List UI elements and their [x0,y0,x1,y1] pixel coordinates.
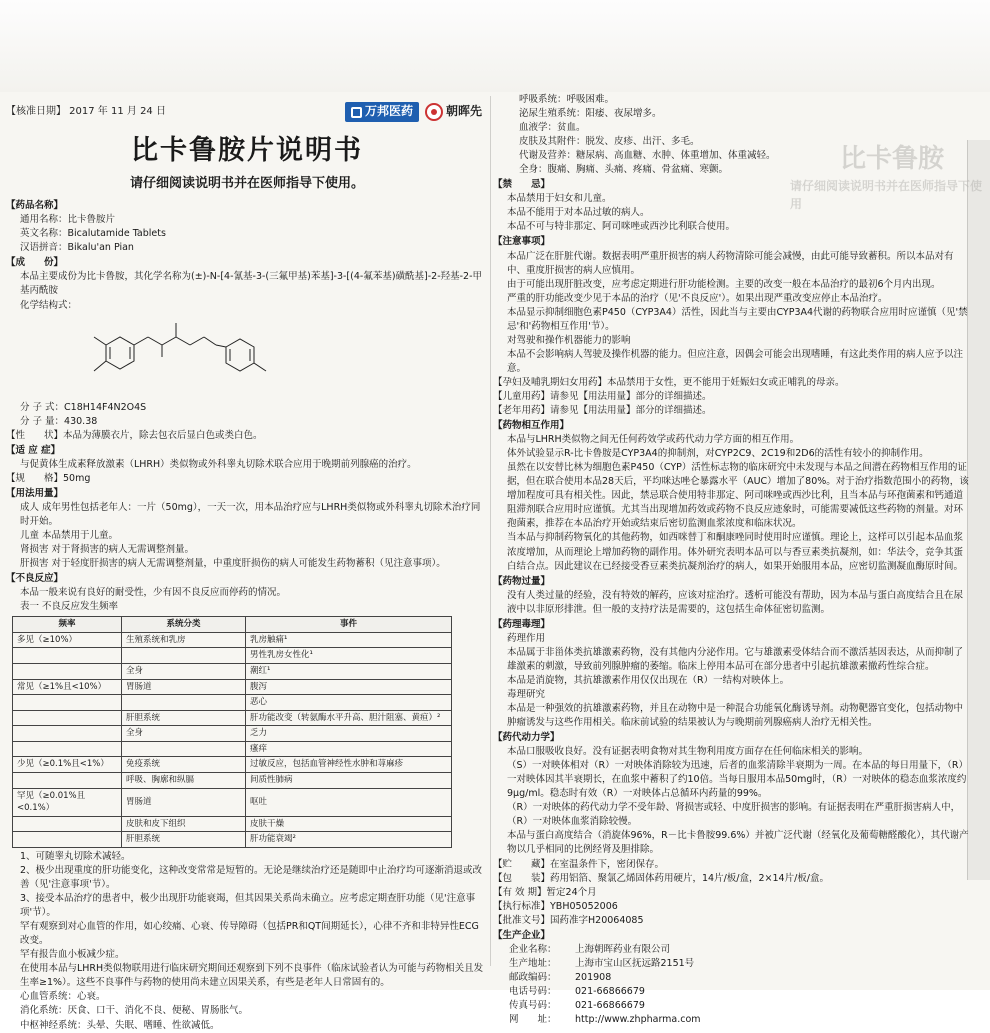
table-cell-event: 男性乳房女性化¹ [246,648,452,664]
pk-line: 本品口服吸收良好。没有证据表明食物对其生物利用度方面存在任何临床相关的影响。 [507,746,869,758]
table-cell-event: 间质性肺病 [246,773,452,789]
table-cell-sys [122,695,246,711]
pk-line: （R）一对映体的药代动力学不受年龄、肾损害或轻、中度肝损害的影响。有证据表明在严重肝损害病人中，（R）一对映体血浆消除较慢。 [507,802,961,828]
table-cell-event: 肝功能衰竭² [246,832,452,848]
adverse-note: 2、极少出现重度的肝功能变化，这种改变常常是短暂的。无论是继续治疗还是随即中止治疗均可逐渐消退或改善（见'注意事项'节）。 [20,864,483,891]
manufacturer-value: 上海朝晖药业有限公司 [575,943,671,955]
manufacturer-key: 传真号码： [509,1000,557,1011]
table-cell-sys: 呼吸、胸廓和纵膈 [122,773,246,789]
children-use: 【儿童用药】请参见【用法用量】部分的详细描述。 [493,390,712,402]
adverse-note: 1、可随睾丸切除术减轻。 [20,850,131,862]
table-cell-sys [122,741,246,757]
package: 【包 装】药用铝箔、聚氯乙烯固体药用硬片，14片/板/盒，2×14片/板/盒。 [493,872,829,884]
table-row [13,832,452,848]
table-cell-freq [13,648,122,664]
dosage-renal: 肾损害 对于肾损害的病人无需调整剂量。 [20,544,195,556]
manufacturer-value: http://www.zhpharma.com [575,1014,701,1026]
pharmacokinetics-heading: 【药代动力学】 [493,732,560,744]
specification: 【规 格】50mg [6,472,91,484]
pinyin-name: 汉语拼音：Bikalu'an Pian [20,242,134,254]
precautions-heading: 【注意事项】 [493,236,551,248]
interaction-line: 体外试验显示R-比卡鲁胺是CYP3A4的抑制剂，对CYP2C9、2C19和2D6的活性有较小的抑制作用。 [507,448,929,460]
table-cell-event: 肝功能改变（转氨酶水平升高、胆汁阻塞、黄疸）² [246,710,452,726]
manufacturer-value: 上海市宝山区抚远路2151号 [575,957,695,969]
brand-logos [345,102,482,122]
adverse-note: 罕有观察到对心血管的作用，如心绞痛、心衰、传导障碍（包括PR和QT间期延长），心律不齐和非特异性ECG改变。 [20,921,479,947]
table-cell-event: 恶心 [246,695,452,711]
manufacturer-value: 201908 [575,971,612,983]
table-cell-freq: 多见（≥10%） [13,632,122,648]
table-row [13,695,452,711]
ingredients-heading: 【成 份】 [6,257,64,269]
contraindications-heading: 【禁 忌】 [493,179,551,191]
adverse-note: 中枢神经系统：头晕、失眠、嗜睡、性欲减低。 [20,1019,220,1031]
contraindication-line: 本品不能用于对本品过敏的病人。 [507,207,650,219]
chaohui-logo [425,103,482,121]
chaohui-seal-icon [425,103,443,121]
adverse-continued-line: 皮肤及其附件：脱发、皮疹、出汗、多毛。 [519,136,700,148]
table-cell-freq: 少见（≥0.1%且<1%） [13,757,122,773]
manufacturer-row [493,985,969,999]
contraindication-line: 本品不可与特非那定、阿司咪唑或西沙比利联合使用。 [507,221,736,233]
table-cell-sys: 皮肤和皮下组织 [122,816,246,832]
table-cell-sys [122,648,246,664]
table-header-cell: 频率 [13,617,122,633]
wanbang-logo-text: 万邦医药 [364,104,413,119]
table-cell-sys: 肝胆系统 [122,710,246,726]
table-caption: 表一 不良反应发生频率 [20,601,119,613]
standard: 【执行标准】YBH05052006 [493,900,618,912]
dosage-adult: 成人 成年男性包括老年人：一片（50mg），一天一次，用本品治疗应与LHRH类似物或外科睾丸切除术治疗同时开始。 [20,501,481,527]
table-cell-freq [13,832,122,848]
table-cell-freq [13,773,122,789]
chaohui-logo-text: 朝晖先 [445,104,482,119]
table-cell-freq [13,710,122,726]
manufacturer-row [493,971,969,985]
adverse-note: 罕有报告血小板减少症。 [20,949,125,961]
indications-text: 与促黄体生成素释放激素（LHRH）类似物或外科睾丸切除术联合应用于晚期前列腺癌的治疗。 [20,458,417,470]
manufacturer-key: 生产地址： [509,957,557,969]
precaution-line: 由于可能出现肝脏改变，应考虑定期进行肝功能检测。主要的改变一般在本品治疗的最初6个月内出现。 [507,278,941,290]
table-cell-sys: 全身 [122,664,246,680]
interactions [493,433,969,573]
manufacturer-key: 电话号码： [509,985,557,997]
table-row [13,648,452,664]
table-cell-event: 皮肤干燥 [246,816,452,832]
adverse-heading: 【不良反应】 [6,573,64,585]
adverse-intro: 本品一般来说有良好的耐受性，少有因不良反应而停药的情况。 [20,587,287,599]
properties: 【性 状】本品为薄膜衣片，除去包衣后显白色或类白色。 [6,429,263,441]
table-cell-freq: 罕见（≥0.01%且<0.1%） [13,788,122,816]
adverse-continued-line: 泌尿生殖系统：阳痿、夜尿增多。 [519,108,662,120]
adverse-note: 心血管系统：心衰。 [20,991,106,1003]
table-header-cell: 系统分类 [122,617,246,633]
adverse-continued-line: 代谢及营养：糖尿病、高血糖、水肿、体重增加、体重减轻。 [519,150,776,162]
table-cell-sys: 肝胆系统 [122,832,246,848]
adverse-continued-line: 全身：腹痛、胸痛、头痛、疼痛、骨盆痛、寒颤。 [519,164,729,176]
document-title: 比卡鲁胺片说明书 [131,135,363,166]
column-divider [490,96,491,966]
precautions [493,250,969,376]
toxicology-text: 本品是一种强效的抗雄激素药物，并且在动物中是一种混合功能氧化酶诱导剂。动物靶器官变化，包括动物中肿瘤诱发与这些作用相关。临床前试验的结果被认为与晚期前列腺癌病人治疗无相关性。 [507,703,964,729]
interaction-line: 虽然在以安替比林为细胞色素P450（CYP）活性标志物的临床研究中未发现与本品之间潜在药物相互作用的证据，但在联合使用本品28天后，平均咪达唑仑暴露水平（AUC）增加了80%。对于治疗指数范围小的药物，该增加程度可具有相关性。因此，禁忌联合使用特非那定、阿司咪唑或西沙比利，且当本品与环孢菌素和钙通道阻滞剂联合应用时应谨慎。尤其当出现增加药效或药物不良反应迹象时，可能需要减低这些药物的剂量。对环孢菌素，推荐在本品治疗开始或结束后密切监测血浆浓度和临床状况。 [507,462,969,530]
table-cell-event: 呕吐 [246,788,452,816]
manufacturer-key: 网 址： [509,1014,557,1026]
pharmacology-heading: 药理作用 [507,632,546,644]
chemical-structure [6,313,488,401]
manufacturer-key: 邮政编码： [509,971,557,983]
table-row [13,710,452,726]
adverse-note: 3、接受本品治疗的患者中，极少出现肝功能衰竭，但其因果关系尚未确立。应考虑定期查肝功能（见'注意事项'节）。 [20,893,476,919]
interactions-heading: 【药物相互作用】 [493,420,570,432]
table-cell-freq [13,695,122,711]
bleed-through-title: 比卡鲁胺 [840,144,945,174]
manufacturer-row [493,957,969,971]
contraindication-line: 本品禁用于妇女和儿童。 [507,193,612,205]
manufacturer-row [493,943,969,957]
table-cell-event: 乳房触痛¹ [246,632,452,648]
pregnancy: 【孕妇及哺乳期妇女用药】本品禁用于女性，更不能用于妊娠妇女或正哺乳的母亲。 [493,376,845,388]
table-cell-sys: 胃肠道 [122,788,246,816]
interaction-line: 当本品与抑制药物氧化的其他药物，如西咪替丁和酮康唑同时使用时应谨慎。理论上，这样可以引起本品血浆浓度增加，从而理论上增加药物的副作用。体外研究表明本品可以与香豆素类抗凝剂，如：华法令，竞争其蛋白结合点。因此建议在已经接受香豆素类抗凝剂治疗的病人，如果开始服用本品，应密切监测凝血酶原时间。 [507,532,964,572]
precaution-line: 本品广泛在肝脏代谢。数据表明严重肝损害的病人药物清除可能会减慢，由此可能导致蓄积。所以本品对有中、重度肝损害的病人应慎用。 [507,250,954,276]
approval-number: 【批准文号】国药准字H20064085 [493,914,644,926]
dosage-hepatic: 肝损害 对于轻度肝损害的病人无需调整剂量，中重度肝损伤的病人可能发生药物蓄积（见注意事项）。 [20,558,446,570]
pharmacology-text-2: 本品是消旋物，其抗雄激素作用仅仅出现在（R）一结构对映体上。 [507,674,790,686]
table-header-cell: 事件 [246,617,452,633]
manufacturer-row [493,999,969,1013]
pk-line: （S）一对映体相对（R）一对映体消除较为迅速，后者的血浆清除半衰期为一周。在本品的每日用量下，（R）一对映体因其半衰期长，在血浆中蓄积了约10倍。当每日服用本品50mg时，（R）一对映体的稳态血浆浓度约9μg/ml。稳态时有效（R）一对映体占总循环内药量的99%。 [507,760,968,800]
pharmacology-text: 本品属于非甾体类抗雄激素药物，没有其他内分泌作用。它与雄激素受体结合而不激活基因表达，从而抑制了雄激素的刺激，导致前列腺肿瘤的萎缩。临床上停用本品可在部分患者中引起抗雄激素撤药性综合症。 [507,646,964,672]
dosage-heading: 【用法用量】 [6,487,64,499]
overdose-heading: 【药物过量】 [493,575,551,587]
pk-line: 本品与蛋白高度结合（消旋体96%，R－比卡鲁胺99.6%）并被广泛代谢（经氧化及葡萄糖醛酸化），其代谢产物以几乎相同的比例经肾及胆排除。 [507,830,969,856]
elderly-use: 【老年用药】请参见【用法用量】部分的详细描述。 [493,405,712,417]
table-cell-freq [13,664,122,680]
table-row [13,816,452,832]
adjacent-sheet-edge [967,140,990,880]
approval-date: 【核准日期】 2017 年 11 月 24 日 [6,105,166,117]
table-cell-freq [13,741,122,757]
chemical-structure-diagram [76,313,316,401]
table-header-row [13,617,452,633]
molecular-weight: 分 子 量：430.38 [20,415,98,427]
table-row [13,788,452,816]
left-column [6,101,488,1033]
storage: 【贮 藏】在室温条件下，密闭保存。 [493,858,665,870]
table-row [13,726,452,742]
right-column [493,93,969,1027]
adverse-continued-line: 呼吸系统：呼吸困难。 [519,94,615,105]
dosage-children: 儿童 本品禁用于儿童。 [20,529,119,541]
contraindications [493,192,969,234]
table-row [13,632,452,648]
adverse-notes [6,850,488,1033]
structure-label: 化学结构式： [20,299,78,311]
adverse-note: 在使用本品与LHRH类似物联用进行临床研究期间还观察到下列不良事件（临床试验者认为可能与药物相关且发生率≥1%）。这些不良事件与药物的使用尚未建立因果关系，有些是老年人日常固有的。 [20,963,484,989]
table-row [13,679,452,695]
pharm-tox-heading: 【药理毒理】 [493,618,551,630]
wanbang-mark-icon [351,107,362,118]
adverse-reaction-table [12,616,452,848]
table-cell-freq [13,726,122,742]
precaution-line: 对驾驶和操作机器能力的影响 [507,334,631,346]
interaction-line: 本品与LHRH类似物之间无任何药效学或药代动力学方面的相互作用。 [507,434,800,446]
header-row [6,101,488,123]
manufacturer-value: 021-66866679 [575,1000,645,1011]
molecular-formula: 分 子 式：C18H14F4N2O4S [20,401,147,413]
table-cell-sys: 胃肠道 [122,679,246,695]
adverse-note: 消化系统：厌食、口干、消化不良、便秘、胃肠胀气。 [20,1005,249,1017]
precaution-line: 本品显示抑制细胞色素P450（CYP3A4）活性，因此当与主要由CYP3A4代谢的药物联合应用时应谨慎（见'禁忌'和'药物相互作用'节）。 [507,306,968,332]
drug-name-heading: 【药品名称】 [6,200,64,212]
manufacturer-info [493,943,969,1027]
manufacturer-value: 021-66866679 [575,985,645,997]
ingredients-text: 本品主要成份为比卡鲁胺，其化学名称为(±)-N-[4-氰基-3-(三氟甲基)苯基]-3-[(4-氟苯基)磺酰基]-2-羟基-2-甲基丙酰胺 [20,271,483,297]
english-name: 英文名称：Bicalutamide Tablets [20,228,166,240]
table-row [13,664,452,680]
table-cell-event: 乏力 [246,726,452,742]
manufacturer-row [493,1013,969,1027]
bleed-through-subtitle: 请仔细阅读说明书并在医师指导下使用 [790,179,983,211]
table-body [13,632,452,847]
table-cell-freq [13,816,122,832]
table-row [13,741,452,757]
table-cell-event: 过敏反应，包括血管神经性水肿和荨麻疹 [246,757,452,773]
table-cell-freq: 常见（≥1%且<10%） [13,679,122,695]
table-row [13,773,452,789]
precaution-line: 严重的肝功能改变少见于本品的治疗（见'不良反应'）。如果出现严重改变应停止本品治疗。 [507,292,888,304]
manufacturer-key: 企业名称： [509,943,557,955]
precaution-line: 本品不会影响病人驾驶及操作机器的能力。但应注意，因偶会可能会出现嗜睡，有这此类作用的病人应予以注意。 [507,348,964,374]
pharmacokinetics [493,745,969,857]
table-cell-event: 潮红¹ [246,664,452,680]
table-cell-sys: 免疫系统 [122,757,246,773]
adverse-continued-line: 血液学：贫血。 [519,122,586,134]
indications-heading: 【适 应 症】 [6,444,61,456]
overdose-text: 没有人类过量的经验，没有特效的解药，应该对症治疗。透析可能没有帮助，因为本品与蛋白高度结合且在尿液中以非原形排泄。但一般的支持疗法是需要的，这包括生命体征密切监测。 [507,589,964,615]
table-cell-event: 腹泻 [246,679,452,695]
table-cell-event: 瘙痒 [246,741,452,757]
generic-name: 通用名称：比卡鲁胺片 [20,214,116,226]
document-subtitle: 请仔细阅读说明书并在医师指导下使用。 [129,175,364,191]
wanbang-logo [345,102,419,122]
table-cell-sys: 全身 [122,726,246,742]
toxicology-heading: 毒理研究 [507,688,546,700]
validity: 【有 效 期】暂定24个月 [493,886,597,898]
adverse-continued [493,93,969,177]
table-cell-sys: 生殖系统和乳房 [122,632,246,648]
table-row [13,757,452,773]
manufacturer-heading: 【生产企业】 [493,929,551,941]
